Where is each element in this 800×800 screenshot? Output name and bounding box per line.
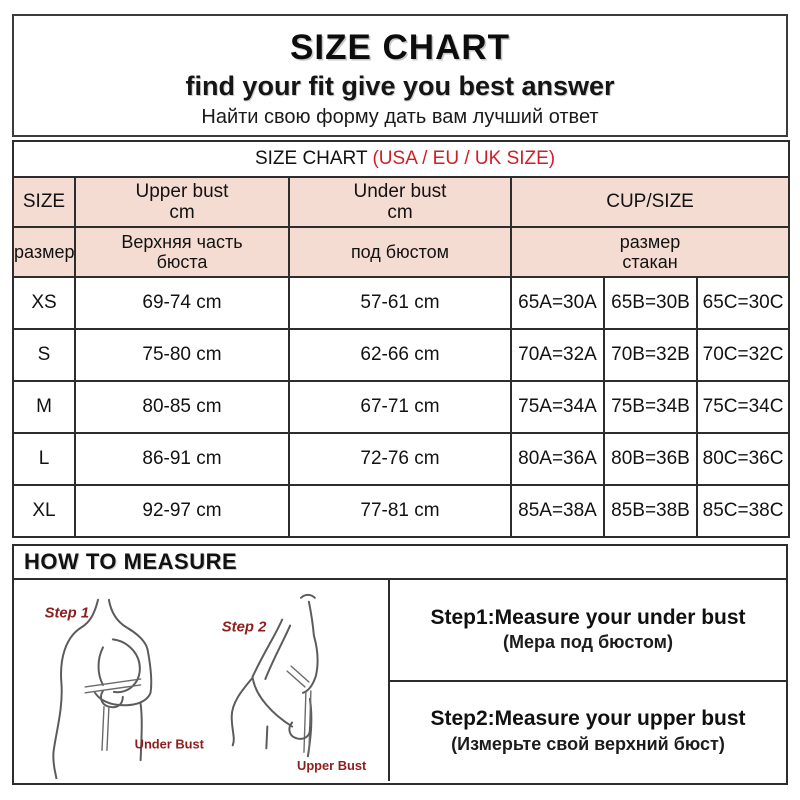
step1-subtext: (Мера под бюстом) — [503, 632, 673, 653]
cup-c-cell: 85C=38C — [697, 485, 789, 537]
banner-subtitle-en: find your fit give you best answer — [185, 70, 615, 101]
under-bust-diagram-label: Under Bust — [134, 736, 204, 752]
cup-b-cell: 85B=38B — [604, 485, 697, 537]
table-row-s — [13, 329, 789, 381]
col-header-cup-size-ru: размер стакан — [511, 227, 789, 277]
step2-heading: Step2:Measure your upper bust — [430, 707, 746, 731]
col-header-size-ru: размер — [13, 227, 75, 277]
banner-subtitle-ru: Найти свою форму дать вам лучший ответ — [201, 106, 599, 129]
cup-a-cell: 75A=34A — [511, 381, 604, 433]
col-header-size: SIZE — [13, 177, 75, 227]
cup-c-cell: 75C=34C — [697, 381, 789, 433]
step2-subtext: (Измерьте свой верхний бюст) — [451, 733, 725, 754]
upper-bust-diagram-label: Upper Bust — [297, 758, 367, 774]
cup-c-cell: 70C=32C — [697, 329, 789, 381]
table-title-region: (USA / EU / UK SIZE) — [372, 148, 556, 169]
col-header-upper-bust: Upper bust cm — [75, 177, 289, 227]
step1-heading: Step1:Measure your under bust — [430, 605, 746, 629]
cup-c-cell: 80C=36C — [697, 433, 789, 485]
cup-b-cell: 75B=34B — [604, 381, 697, 433]
measure-steps-panel — [390, 580, 786, 781]
col-header-cup-size: CUP/SIZE — [511, 177, 789, 227]
step1-instruction — [390, 580, 786, 682]
cup-a-cell: 70A=32A — [511, 329, 604, 381]
how-to-measure-body — [14, 580, 786, 781]
upper-bust-cell: 92-97 cm — [75, 485, 289, 537]
how-to-measure-title: HOW TO MEASURE — [14, 546, 786, 580]
under-bust-cell: 67-71 cm — [289, 381, 511, 433]
size-cell: L — [13, 433, 75, 485]
step2-instruction — [390, 682, 786, 782]
measure-diagram-illustration — [14, 580, 388, 779]
size-cell: S — [13, 329, 75, 381]
cup-a-cell: 65A=30A — [511, 277, 604, 329]
banner-title: SIZE CHART — [290, 28, 510, 67]
upper-bust-cell: 75-80 cm — [75, 329, 289, 381]
upper-bust-cell: 80-85 cm — [75, 381, 289, 433]
cup-c-cell: 65C=30C — [697, 277, 789, 329]
size-table — [12, 140, 790, 538]
table-title-row — [13, 141, 789, 177]
cup-a-cell: 80A=36A — [511, 433, 604, 485]
upper-bust-cell: 69-74 cm — [75, 277, 289, 329]
how-to-measure-section — [12, 544, 788, 785]
table-row-l — [13, 433, 789, 485]
figure-step2 — [222, 595, 367, 773]
size-cell: XS — [13, 277, 75, 329]
under-bust-cell: 57-61 cm — [289, 277, 511, 329]
under-bust-cell: 62-66 cm — [289, 329, 511, 381]
table-row-xs — [13, 277, 789, 329]
size-cell: M — [13, 381, 75, 433]
under-bust-cell: 72-76 cm — [289, 433, 511, 485]
upper-bust-cell: 86-91 cm — [75, 433, 289, 485]
banner — [12, 14, 788, 137]
size-cell: XL — [13, 485, 75, 537]
cup-b-cell: 70B=32B — [604, 329, 697, 381]
col-header-under-bust-ru: под бюстом — [289, 227, 511, 277]
cup-b-cell: 80B=36B — [604, 433, 697, 485]
table-row-xl — [13, 485, 789, 537]
header-row-ru — [13, 227, 789, 277]
header-row-en — [13, 177, 789, 227]
under-bust-cell: 77-81 cm — [289, 485, 511, 537]
table-title-main: SIZE CHART — [254, 148, 373, 169]
col-header-upper-bust-ru: Верхняя часть бюста — [75, 227, 289, 277]
measure-diagram-panel — [14, 580, 390, 781]
figure-step1 — [45, 600, 205, 779]
step2-diagram-label: Step 2 — [221, 619, 267, 636]
cup-b-cell: 65B=30B — [604, 277, 697, 329]
cup-a-cell: 85A=38A — [511, 485, 604, 537]
col-header-under-bust: Under bust cm — [289, 177, 511, 227]
table-row-m — [13, 381, 789, 433]
table-title — [13, 141, 789, 177]
step1-diagram-label: Step 1 — [44, 605, 90, 622]
